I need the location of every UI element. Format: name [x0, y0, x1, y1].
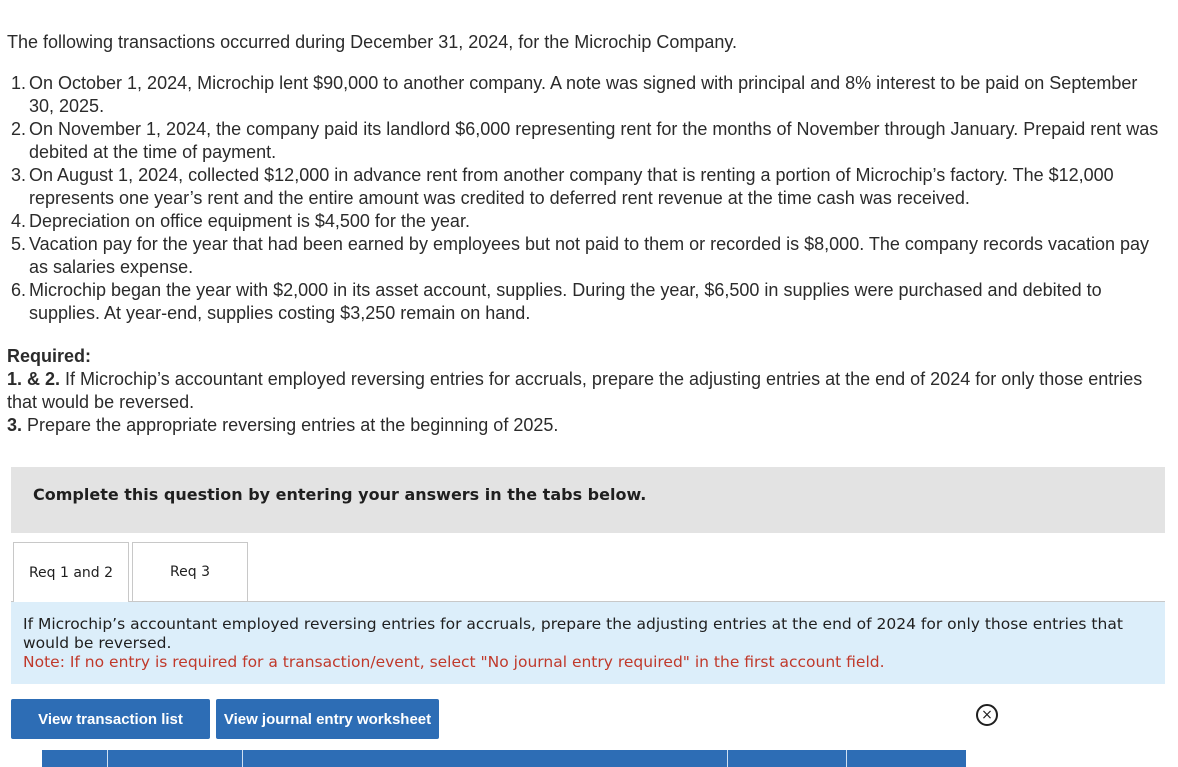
req12-text: If Microchip’s accountant employed reversing entries for accruals, prepare the adjusting entries at the end of 2024 for only those entries that would be reversed.	[7, 369, 1143, 412]
req12-label: 1. & 2.	[7, 369, 61, 389]
transaction-number: 5.	[11, 234, 27, 254]
close-icon[interactable]: ×	[976, 704, 998, 726]
column-divider	[727, 750, 728, 767]
transaction-item	[7, 279, 1167, 325]
column-divider	[107, 750, 108, 767]
tab-req-3[interactable]	[132, 542, 248, 601]
transaction-number: 1.	[11, 73, 27, 93]
transaction-number: 2.	[11, 119, 27, 139]
view-journal-entry-worksheet-button[interactable]: View journal entry worksheet	[216, 699, 439, 739]
column-divider	[846, 750, 847, 767]
complete-banner-text: Complete this question by entering your answers in the tabs below.	[33, 485, 647, 504]
required-heading: Required:	[7, 346, 92, 366]
transaction-text: Microchip began the year with $2,000 in its asset account, supplies. During the year, $6,500 in supplies were purchased and debited to supplies. At year-end, supplies costing $3,250 remain on hand.	[29, 280, 1102, 323]
transaction-item	[7, 233, 1167, 279]
transaction-number: 3.	[11, 165, 27, 185]
journal-table-header	[42, 750, 966, 767]
complete-banner	[11, 467, 1165, 533]
tab-label: Req 1 and 2	[28, 564, 114, 581]
req3-text: Prepare the appropriate reversing entries at the beginning of 2025.	[22, 415, 559, 435]
intro-text: The following transactions occurred during December 31, 2024, for the Microchip Company.	[7, 32, 738, 52]
tab-req-1-and-2[interactable]	[13, 542, 129, 602]
req3-label: 3.	[7, 415, 23, 435]
required-section	[7, 345, 1167, 437]
transaction-text: Vacation pay for the year that had been earned by employees but not paid to them or recorded is $8,000. The company records vacation pay as salaries expense.	[29, 234, 1150, 277]
transaction-number: 4.	[11, 211, 27, 231]
transaction-text: Depreciation on office equipment is $4,500 for the year.	[29, 211, 470, 231]
instruction-note: Note: If no entry is required for a transaction/event, select "No journal entry required" in the first account field.	[23, 653, 885, 671]
transaction-text: On August 1, 2024, collected $12,000 in advance rent from another company that is renting a portion of Microchip’s factory. The $12,000 represents one year’s rent and the entire amount was credited to deferred rent revenue at the time cash was received.	[29, 165, 1114, 208]
transaction-text: On October 1, 2024, Microchip lent $90,000 to another company. A note was signed with principal and 8% interest to be paid on September 30, 2025.	[29, 73, 1138, 116]
transaction-list	[7, 72, 1167, 325]
view-transaction-list-button[interactable]: View transaction list	[11, 699, 210, 739]
transaction-item	[7, 72, 1167, 118]
transaction-text: On November 1, 2024, the company paid its landlord $6,000 representing rent for the months of November through January. Prepaid rent was debited at the time of payment.	[29, 119, 1159, 162]
transaction-number: 6.	[11, 280, 27, 300]
transaction-item	[7, 118, 1167, 164]
instruction-text: If Microchip’s accountant employed reversing entries for accruals, prepare the adjusting entries at the end of 2024 for only those entries that would be reversed.	[23, 615, 1123, 652]
instruction-panel	[11, 602, 1165, 684]
transaction-item	[7, 164, 1167, 210]
transaction-item	[7, 210, 1167, 233]
tab-label: Req 3	[170, 564, 210, 580]
column-divider	[242, 750, 243, 767]
